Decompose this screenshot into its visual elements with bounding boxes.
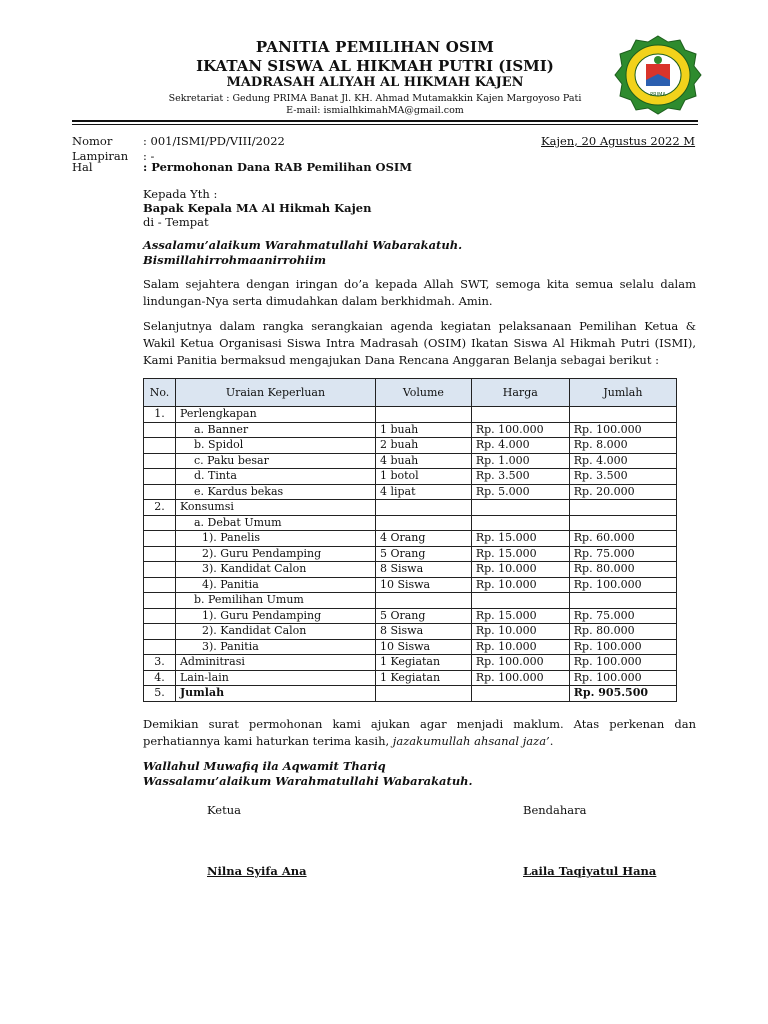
total-volume-empty [375, 686, 471, 702]
cell-jumlah [569, 593, 676, 609]
nomor-value: : 001/ISMI/PD/VIII/2022 [143, 134, 285, 148]
recipient-kepada: Kepada Yth : [143, 187, 218, 201]
cell-uraian: 3). Kandidat Calon [175, 562, 375, 578]
cell-uraian: b. Spidol [175, 438, 375, 454]
cell-uraian: e. Kardus bekas [175, 484, 375, 500]
cell-harga: Rp. 15.000 [471, 531, 569, 547]
table-row [144, 484, 677, 500]
cell-no [144, 624, 176, 640]
recipient-place: di - Tempat [143, 215, 209, 229]
cell-jumlah: Rp. 4.000 [569, 453, 676, 469]
col-header-no: No. [144, 379, 176, 407]
total-harga-empty [471, 686, 569, 702]
cell-jumlah: Rp. 3.500 [569, 469, 676, 485]
cell-no: 4. [144, 670, 176, 686]
cell-volume: 1 buah [375, 422, 471, 438]
cell-volume: 1 Kegiatan [375, 655, 471, 671]
table-row [144, 639, 677, 655]
cell-volume: 4 Orang [375, 531, 471, 547]
closing-salam: Wassalamu’alaikum Warahmatullahi Wabarakatuh. [143, 774, 473, 788]
cell-uraian: 2). Guru Pendamping [175, 546, 375, 562]
hal-label: Hal [72, 160, 93, 174]
cell-uraian: 1). Panelis [175, 531, 375, 547]
cell-jumlah: Rp. 100.000 [569, 639, 676, 655]
cell-jumlah: Rp. 100.000 [569, 577, 676, 593]
cell-volume: 8 Siswa [375, 562, 471, 578]
cell-no: 2. [144, 500, 176, 516]
total-label: Jumlah [175, 686, 375, 702]
table-row [144, 438, 677, 454]
cell-harga: Rp. 15.000 [471, 608, 569, 624]
cell-harga [471, 515, 569, 531]
table-row [144, 407, 677, 423]
cell-harga: Rp. 10.000 [471, 577, 569, 593]
cell-volume: 5 Orang [375, 608, 471, 624]
lampiran-value: : - [143, 149, 155, 163]
cell-uraian: Lain-lain [175, 670, 375, 686]
letterhead-line2: IKATAN SISWA AL HIKMAH PUTRI (ISMI) [196, 57, 554, 75]
cell-volume [375, 593, 471, 609]
cell-uraian: d. Tinta [175, 469, 375, 485]
cell-no [144, 515, 176, 531]
letterhead-address: Sekretariat : Gedung PRIMA Banat Jl. KH. Ahmad Mutamakkin Kajen Margoyoso Pati [168, 93, 582, 104]
cell-volume [375, 407, 471, 423]
table-row [144, 515, 677, 531]
cell-harga: Rp. 100.000 [471, 670, 569, 686]
cell-jumlah: Rp. 80.000 [569, 562, 676, 578]
cell-harga: Rp. 100.000 [471, 655, 569, 671]
cell-harga: Rp. 10.000 [471, 624, 569, 640]
budget-table [143, 378, 677, 702]
cell-uraian: Perlengkapan [175, 407, 375, 423]
cell-no [144, 593, 176, 609]
paragraph-greeting: Salam sejahtera dengan iringan do’a kepada Allah SWT, semoga kita semua selalu dalam lindungan-Nya serta dimudahkan dalam berkhidmah. Amin. [143, 277, 696, 308]
cell-volume: 4 buah [375, 453, 471, 469]
closing-wallahul: Wallahul Muwafiq ila Aqwamit Thariq [143, 759, 386, 773]
cell-volume: 4 lipat [375, 484, 471, 500]
paragraph-closing [143, 716, 696, 750]
cell-jumlah: Rp. 75.000 [569, 608, 676, 624]
cell-uraian: a. Banner [175, 422, 375, 438]
signature-bendahara-title: Bendahara [523, 803, 587, 817]
closing-italic: jazakumullah ahsanal jaza’ [392, 734, 550, 748]
col-header-volume: Volume [375, 379, 471, 407]
signature-ketua-title: Ketua [207, 803, 241, 817]
table-row [144, 562, 677, 578]
letter-date: Kajen, 20 Agustus 2022 M [541, 134, 696, 148]
cell-no [144, 546, 176, 562]
table-row [144, 500, 677, 516]
cell-no [144, 469, 176, 485]
cell-volume [375, 515, 471, 531]
cell-harga: Rp. 15.000 [471, 546, 569, 562]
cell-harga [471, 407, 569, 423]
cell-uraian: a. Debat Umum [175, 515, 375, 531]
letterhead-line3: MADRASAH ALIYAH AL HIKMAH KAJEN [226, 75, 524, 90]
cell-uraian: 4). Panitia [175, 577, 375, 593]
budget-table-body [144, 407, 677, 686]
cell-harga [471, 593, 569, 609]
table-row [144, 546, 677, 562]
table-row [144, 453, 677, 469]
table-row [144, 577, 677, 593]
table-total-row [144, 686, 677, 702]
cell-uraian: b. Pemilihan Umum [175, 593, 375, 609]
cell-harga [471, 500, 569, 516]
lampiran-label: Lampiran [72, 149, 129, 163]
cell-no [144, 438, 176, 454]
cell-no [144, 453, 176, 469]
cell-no [144, 484, 176, 500]
signature-bendahara-name: Laila Taqiyatul Hana [523, 864, 657, 878]
opening-salam: Assalamu’alaikum Warahmatullahi Wabarakatuh. [143, 238, 463, 252]
cell-jumlah: Rp. 100.000 [569, 655, 676, 671]
cell-volume: 10 Siswa [375, 639, 471, 655]
total-no: 5. [144, 686, 176, 702]
letterhead-rule-thin [72, 124, 698, 125]
organization-logo [612, 34, 704, 116]
signature-ketua-name: Nilna Syifa Ana [207, 864, 307, 878]
paragraph-purpose: Selanjutnya dalam rangka serangkaian agenda kegiatan pelaksanaan Pemilihan Ketua & Wakil Ketua Organisasi Siswa Intra Madrasah (OSIM) Ikatan Siswa Al Hikmah Putri (ISMI), Kami Panitia bermaksud mengajukan Dana Rencana Anggaran Belanja sebagai berikut : [143, 319, 696, 367]
cell-volume [375, 500, 471, 516]
total-value: Rp. 905.500 [569, 686, 676, 702]
cell-jumlah: Rp. 80.000 [569, 624, 676, 640]
cell-no: 3. [144, 655, 176, 671]
letterhead-email: E-mail: ismialhkimahMA@gmail.com [286, 105, 464, 116]
cell-jumlah: Rp. 100.000 [569, 422, 676, 438]
cell-harga: Rp. 3.500 [471, 469, 569, 485]
col-header-uraian: Uraian Keperluan [175, 379, 375, 407]
cell-no [144, 562, 176, 578]
cell-jumlah: Rp. 8.000 [569, 438, 676, 454]
logo-text-bottom: PRIMA [650, 92, 666, 98]
table-header-row [144, 379, 677, 407]
closing-end: . [549, 734, 554, 748]
cell-no [144, 577, 176, 593]
table-row [144, 608, 677, 624]
table-row [144, 469, 677, 485]
cell-volume: 1 Kegiatan [375, 670, 471, 686]
cell-uraian: 3). Panitia [175, 639, 375, 655]
nomor-label: Nomor [72, 134, 113, 148]
closing-text: Demikian surat permohonan kami ajukan agar menjadi maklum. Atas perkenan dan perhatiannya kami haturkan terima kasih, [143, 717, 696, 748]
letterhead-line1: PANITIA PEMILIHAN OSIM [255, 38, 495, 56]
table-row [144, 624, 677, 640]
cell-harga: Rp. 1.000 [471, 453, 569, 469]
cell-jumlah: Rp. 60.000 [569, 531, 676, 547]
cell-uraian: c. Paku besar [175, 453, 375, 469]
cell-uraian: Konsumsi [175, 500, 375, 516]
cell-volume: 5 Orang [375, 546, 471, 562]
cell-jumlah [569, 500, 676, 516]
cell-no [144, 639, 176, 655]
cell-harga: Rp. 4.000 [471, 438, 569, 454]
cell-volume: 8 Siswa [375, 624, 471, 640]
recipient-name: Bapak Kepala MA Al Hikmah Kajen [143, 201, 372, 215]
cell-harga: Rp. 10.000 [471, 562, 569, 578]
cell-uraian: Adminitrasi [175, 655, 375, 671]
table-row [144, 670, 677, 686]
table-row [144, 655, 677, 671]
cell-no [144, 422, 176, 438]
cell-jumlah: Rp. 100.000 [569, 670, 676, 686]
cell-jumlah: Rp. 20.000 [569, 484, 676, 500]
hal-value: : Permohonan Dana RAB Pemilihan OSIM [143, 160, 412, 174]
cell-volume: 1 botol [375, 469, 471, 485]
col-header-jumlah: Jumlah [569, 379, 676, 407]
cell-jumlah [569, 407, 676, 423]
cell-harga: Rp. 5.000 [471, 484, 569, 500]
opening-basmalah: Bismillahirrohmaanirrohiim [143, 253, 327, 267]
cell-volume: 2 buah [375, 438, 471, 454]
cell-jumlah [569, 515, 676, 531]
col-header-harga: Harga [471, 379, 569, 407]
cell-jumlah: Rp. 75.000 [569, 546, 676, 562]
cell-harga: Rp. 100.000 [471, 422, 569, 438]
cell-volume: 10 Siswa [375, 577, 471, 593]
cell-uraian: 1). Guru Pendamping [175, 608, 375, 624]
cell-no [144, 608, 176, 624]
cell-no: 1. [144, 407, 176, 423]
cell-uraian: 2). Kandidat Calon [175, 624, 375, 640]
table-row [144, 593, 677, 609]
table-row [144, 531, 677, 547]
cell-harga: Rp. 10.000 [471, 639, 569, 655]
letterhead-rule-thick [72, 120, 698, 122]
table-row [144, 422, 677, 438]
cell-no [144, 531, 176, 547]
